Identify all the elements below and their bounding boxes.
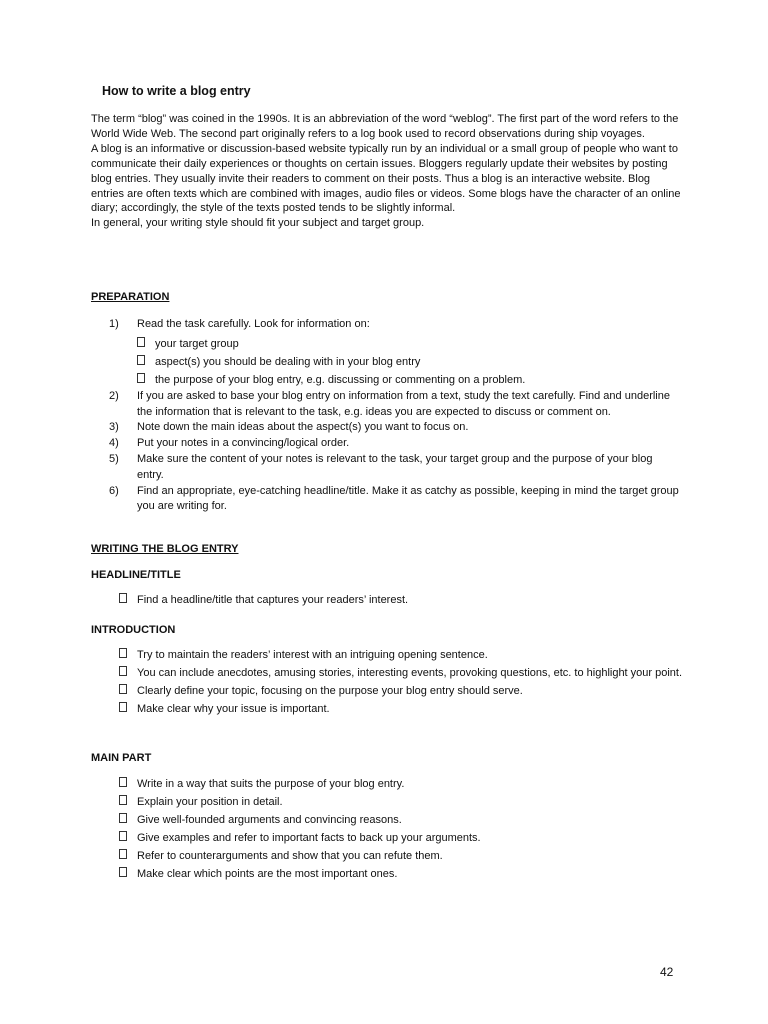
checkbox-icon — [119, 777, 127, 787]
list-item — [91, 484, 681, 516]
checkbox-icon — [119, 849, 127, 859]
bullet-text: Try to maintain the readers’ interest with an intriguing opening sentence. — [137, 649, 488, 661]
checkbox-icon — [119, 867, 127, 877]
list-item — [91, 420, 681, 436]
sub-list — [137, 335, 681, 389]
bullet-item — [119, 775, 689, 793]
bullet-text: Make clear why your issue is important. — [137, 703, 330, 715]
sub-item-text: aspect(s) you should be dealing with in your blog entry — [155, 355, 421, 368]
item-text: Find an appropriate, eye-catching headline/title. Make it as catchy as possible, keeping in mind the target group you are writing for. — [137, 484, 679, 513]
bullet-text: You can include anecdotes, amusing stories, interesting events, provoking questions, etc. to highlight your point. — [137, 667, 683, 679]
sub-list-item — [137, 371, 681, 389]
headline-heading: HEADLINE/TITLE — [91, 569, 181, 581]
checkbox-icon — [119, 795, 127, 805]
headline-list — [119, 591, 689, 609]
bullet-item — [119, 664, 689, 682]
item-number: 3) — [109, 421, 119, 434]
sub-item-text: the purpose of your blog entry, e.g. discussing or commenting on a problem. — [155, 373, 526, 386]
item-number: 2) — [109, 389, 119, 402]
bullet-item — [119, 865, 689, 883]
bullet-item — [119, 591, 689, 609]
checkbox-icon — [137, 355, 145, 365]
preparation-heading: PREPARATION — [91, 291, 170, 303]
list-item — [91, 452, 681, 484]
sub-item-text: your target group — [155, 337, 239, 350]
item-text: If you are asked to base your blog entry on information from a text, study the text carefully. Find and underline the information that is relevant to the task, e.g. ideas you are expected to discuss or comment on. — [137, 389, 670, 418]
bullet-item — [119, 811, 689, 829]
bullet-item — [119, 793, 689, 811]
item-text: Make sure the content of your notes is relevant to the task, your target group and the purpose of your blog entry. — [137, 452, 653, 481]
checkbox-icon — [137, 373, 145, 383]
bullet-item — [119, 682, 689, 700]
bullet-text: Refer to counterarguments and show that you can refute them. — [137, 850, 443, 862]
item-text: Read the task carefully. Look for information on: — [137, 318, 370, 330]
list-item — [91, 436, 681, 452]
checkbox-icon — [119, 831, 127, 841]
list-item — [91, 317, 681, 389]
bullet-item — [119, 646, 689, 664]
list-item — [91, 389, 681, 421]
main-part-list — [119, 775, 689, 883]
intro-paragraph: A blog is an informative or discussion-based website typically run by an individual or a small group of people who want to communicate their daily experiences or thoughts on certain issues. Bloggers regularly update their websites by posting blog entries. They usually invite their readers to comment on their posts. Thus a blog is an interactive website. Blog entries are often texts which are combined with images, audio files or videos. Some blogs have the character of an online diary; accordingly, the style of the texts posted tends to be slightly informal. — [91, 142, 681, 215]
page-number: 42 — [660, 965, 674, 979]
item-number: 5) — [109, 452, 119, 465]
bullet-item — [119, 700, 689, 718]
intro-paragraph: The term “blog” was coined in the 1990s. It is an abbreviation of the word “weblog”. The first part of the word refers to the World Wide Web. The second part originally refers to a log book used to record observations during ship voyages. — [91, 113, 679, 140]
bullet-item — [119, 847, 689, 865]
checkbox-icon — [137, 337, 145, 347]
checkbox-icon — [119, 648, 127, 658]
introduction-heading: INTRODUCTION — [91, 624, 176, 636]
sub-list-item — [137, 335, 681, 353]
bullet-text: Clearly define your topic, focusing on the purpose your blog entry should serve. — [137, 685, 523, 697]
item-text: Note down the main ideas about the aspect(s) you want to focus on. — [137, 421, 469, 434]
checkbox-icon — [119, 813, 127, 823]
bullet-text: Write in a way that suits the purpose of your blog entry. — [137, 778, 405, 790]
item-text: Put your notes in a convincing/logical order. — [137, 437, 350, 450]
bullet-text: Find a headline/title that captures your readers’ interest. — [137, 594, 409, 606]
checkbox-icon — [119, 702, 127, 712]
introduction-list — [119, 646, 689, 718]
main-part-heading: MAIN PART — [91, 752, 152, 764]
bullet-text: Give well-founded arguments and convincing reasons. — [137, 814, 402, 826]
item-number: 6) — [109, 484, 119, 497]
intro-paragraph: In general, your writing style should fit your subject and target group. — [91, 217, 425, 230]
bullet-text: Explain your position in detail. — [137, 796, 283, 808]
sub-list-item — [137, 353, 681, 371]
writing-heading: WRITING THE BLOG ENTRY — [91, 543, 239, 555]
bullet-item — [119, 829, 689, 847]
item-number: 1) — [109, 318, 119, 330]
bullet-text: Give examples and refer to important facts to back up your arguments. — [137, 832, 481, 844]
checkbox-icon — [119, 593, 127, 603]
intro-section — [91, 112, 681, 231]
checkbox-icon — [119, 684, 127, 694]
bullet-text: Make clear which points are the most important ones. — [137, 868, 398, 880]
item-number: 4) — [109, 437, 119, 450]
checkbox-icon — [119, 666, 127, 676]
page-title: How to write a blog entry — [102, 84, 251, 98]
preparation-list — [91, 317, 681, 515]
